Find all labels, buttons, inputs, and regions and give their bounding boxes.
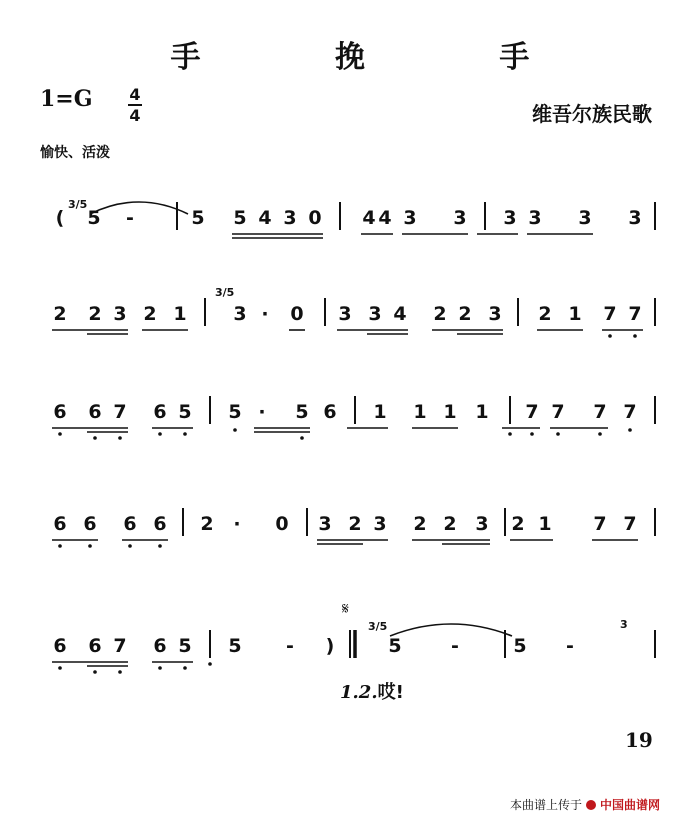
tempo-marking: 愉快、活泼 [40, 145, 110, 161]
score-decorations [52, 202, 655, 674]
jianpu-note: 3 [368, 303, 382, 325]
jianpu-note: 5 [87, 207, 101, 229]
jianpu-note: 0 [308, 207, 322, 229]
octave-dot [58, 666, 62, 670]
jianpu-note: 3 [503, 207, 517, 229]
time-top: 4 [129, 85, 141, 104]
jianpu-note: - [451, 635, 459, 657]
jianpu-note: 6 [153, 635, 167, 657]
jianpu-note: 3 [233, 303, 247, 325]
jianpu-note: ( [55, 207, 65, 229]
jianpu-note: 5 [295, 401, 309, 423]
jianpu-note: 6 [83, 513, 97, 535]
jianpu-note: · [261, 303, 269, 325]
jianpu-note: 5 [178, 401, 192, 423]
jianpu-note: 3 [475, 513, 489, 535]
key-signature: 1=G [40, 86, 93, 112]
site-logo-icon [586, 800, 596, 810]
jianpu-note: 2 [143, 303, 157, 325]
jianpu-note: 6 [323, 401, 337, 423]
jianpu-note: 1 [373, 401, 387, 423]
octave-dot [93, 670, 97, 674]
octave-dot [58, 544, 62, 548]
footer-text: 本曲谱上传于 [510, 798, 583, 812]
grace-note: 3/5 [68, 198, 88, 211]
octave-dot [158, 666, 162, 670]
jianpu-note: 1 [443, 401, 457, 423]
jianpu-note: 2 [88, 303, 102, 325]
jianpu-note: 4 [393, 303, 407, 325]
footer-brand: 中国曲谱网 [600, 798, 661, 812]
grace-note: 3 [620, 618, 628, 631]
jianpu-note: 2 [433, 303, 447, 325]
octave-dot [300, 436, 304, 440]
jianpu-note: 0 [275, 513, 289, 535]
octave-dot [58, 432, 62, 436]
octave-dot [183, 666, 187, 670]
jianpu-note: 7 [113, 635, 127, 657]
jianpu-note: 7 [623, 513, 637, 535]
jianpu-note: 7 [113, 401, 127, 423]
jianpu-note: 6 [53, 513, 67, 535]
octave-dot [556, 432, 560, 436]
octave-dot [598, 432, 602, 436]
jianpu-note: 4 [362, 207, 376, 229]
jianpu-note: 2 [511, 513, 525, 535]
jianpu-note: 6 [53, 635, 67, 657]
page-number: 19 [625, 728, 653, 752]
grace-note: 3/5 [215, 286, 235, 299]
jianpu-note: 2 [538, 303, 552, 325]
jianpu-note: 2 [200, 513, 214, 535]
jianpu-note: 1 [538, 513, 552, 535]
jianpu-note: 2 [458, 303, 472, 325]
octave-dot [183, 432, 187, 436]
jianpu-note: 3 [318, 513, 332, 535]
octave-dot [93, 436, 97, 440]
jianpu-note: 6 [88, 635, 102, 657]
lyric-word: 哎! [377, 682, 404, 703]
octave-dot [628, 428, 632, 432]
octave-dot [118, 436, 122, 440]
jianpu-note: 1 [475, 401, 489, 423]
jianpu-note: 3 [373, 513, 387, 535]
octave-dot [530, 432, 534, 436]
jianpu-note: 7 [628, 303, 642, 325]
segno-sign: 𝄋 [342, 599, 349, 618]
octave-dot [158, 432, 162, 436]
octave-dot [608, 334, 612, 338]
jianpu-note: 5 [228, 401, 242, 423]
jianpu-note: 1 [568, 303, 582, 325]
jianpu-note: 5 [178, 635, 192, 657]
jianpu-note: 2 [413, 513, 427, 535]
jianpu-note: 4 [378, 207, 392, 229]
jianpu-note: 6 [123, 513, 137, 535]
jianpu-note: 6 [88, 401, 102, 423]
jianpu-note: 5 [191, 207, 205, 229]
jianpu-note: 3 [578, 207, 592, 229]
jianpu-note: 7 [525, 401, 539, 423]
jianpu-note: 1 [413, 401, 427, 423]
jianpu-note: 5 [228, 635, 242, 657]
jianpu-note: 2 [348, 513, 362, 535]
jianpu-note: - [126, 207, 134, 229]
jianpu-note: 6 [153, 513, 167, 535]
octave-dot [158, 544, 162, 548]
jianpu-note: 3 [628, 207, 642, 229]
jianpu-note: 3 [403, 207, 417, 229]
jianpu-note: 0 [290, 303, 304, 325]
jianpu-note: 2 [53, 303, 67, 325]
octave-dot [633, 334, 637, 338]
jianpu-note: - [566, 635, 574, 657]
jianpu-note: 5 [513, 635, 527, 657]
grace-note: 3/5 [368, 620, 388, 633]
slur-tie [90, 202, 188, 214]
octave-dot [508, 432, 512, 436]
jianpu-note: 7 [593, 513, 607, 535]
octave-dot [118, 670, 122, 674]
octave-dot [128, 544, 132, 548]
jianpu-note: 7 [603, 303, 617, 325]
jianpu-note: 6 [153, 401, 167, 423]
octave-dot [233, 428, 237, 432]
jianpu-note: 3 [453, 207, 467, 229]
jianpu-note: 3 [283, 207, 297, 229]
octave-dot [208, 662, 212, 666]
jianpu-note: 3 [528, 207, 542, 229]
jianpu-note: 2 [443, 513, 457, 535]
jianpu-note: 6 [53, 401, 67, 423]
jianpu-note: 5 [388, 635, 402, 657]
jianpu-note: 7 [593, 401, 607, 423]
jianpu-note: 5 [233, 207, 247, 229]
song-title: 手 挽 手 [170, 40, 592, 75]
jianpu-note: 7 [623, 401, 637, 423]
song-origin: 维吾尔族民歌 [532, 102, 652, 126]
lyric [340, 678, 404, 704]
jianpu-note: ) [325, 635, 335, 657]
jianpu-note: 3 [113, 303, 127, 325]
footer [510, 796, 660, 813]
jianpu-note: 3 [488, 303, 502, 325]
lyric-verse: 1.2. [340, 682, 378, 703]
jianpu-note: 4 [258, 207, 272, 229]
jianpu-note: - [286, 635, 294, 657]
octave-dot [88, 544, 92, 548]
jianpu-note: 1 [173, 303, 187, 325]
time-bottom: 4 [129, 106, 141, 125]
jianpu-note: · [233, 513, 241, 535]
jianpu-note: 7 [551, 401, 565, 423]
jianpu-note: · [258, 401, 266, 423]
jianpu-note: 3 [338, 303, 352, 325]
